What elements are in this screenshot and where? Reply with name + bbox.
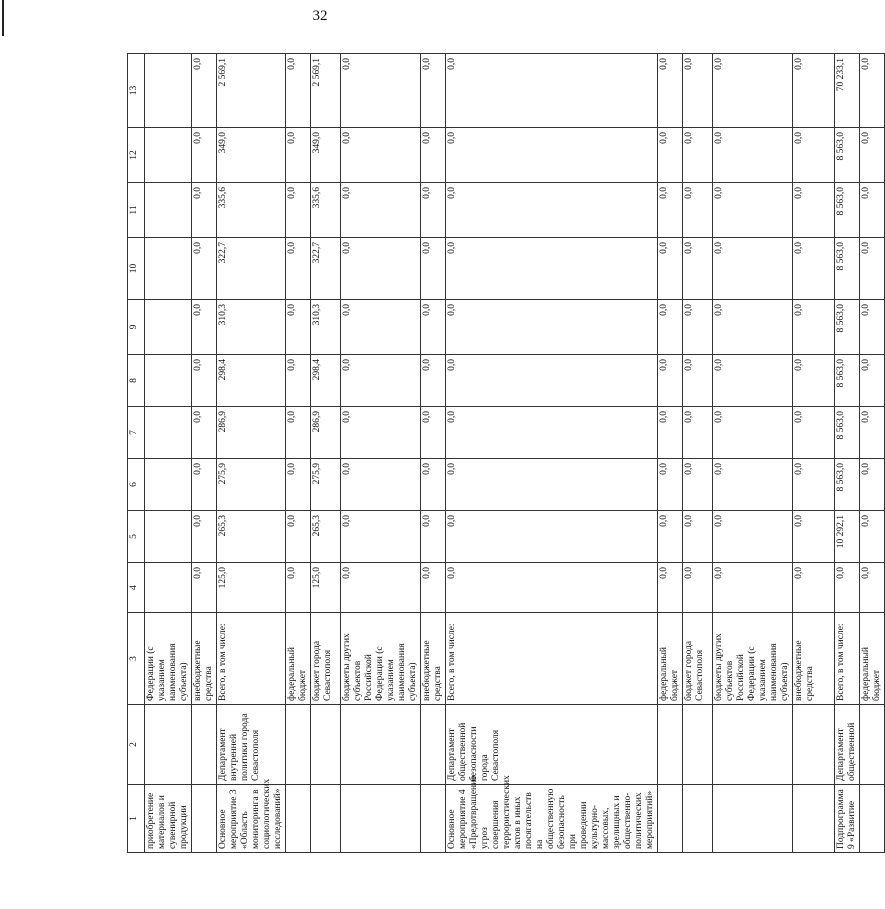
executor-cell: Департамент внутренней политики города Севастополя [217, 705, 286, 785]
value-cell: 335,6 [217, 183, 286, 238]
value-cell: 70 233,1 [835, 54, 860, 128]
executor-cell [145, 705, 192, 785]
activity-name-cell: Подпрограмма 9 «Развитие [835, 785, 860, 853]
value-cell: 0,0 [860, 183, 885, 238]
column-header: 13 [128, 54, 145, 128]
value-cell: 0,0 [860, 54, 885, 128]
value-cell: 0,0 [192, 300, 217, 355]
value-cell: 298,4 [217, 355, 286, 407]
activity-name-cell [713, 785, 793, 853]
value-cell: 0,0 [192, 355, 217, 407]
activity-name-cell: приобретение материалов и сувенирной продукции [145, 785, 192, 853]
table-row [421, 54, 446, 853]
value-cell: 0,0 [341, 238, 421, 300]
value-cell: 0,0 [683, 300, 713, 355]
activity-name-cell [793, 785, 835, 853]
value-cell [145, 54, 192, 128]
executor-cell: Департамент общественной безопасности города Севастополя [446, 705, 658, 785]
table-header-row [128, 54, 145, 853]
value-cell: 125,0 [217, 563, 286, 613]
value-cell: 0,0 [421, 563, 446, 613]
value-cell: 0,0 [713, 563, 793, 613]
value-cell: 2 569,1 [311, 54, 341, 128]
value-cell: 0,0 [341, 128, 421, 183]
column-header: 9 [128, 300, 145, 355]
activity-name-cell [658, 785, 683, 853]
activity-name-cell [341, 785, 421, 853]
value-cell: 0,0 [341, 355, 421, 407]
value-cell: 0,0 [860, 355, 885, 407]
value-cell: 0,0 [421, 300, 446, 355]
table-row [341, 54, 421, 853]
value-cell: 0,0 [713, 511, 793, 563]
column-header: 12 [128, 128, 145, 183]
value-cell: 0,0 [192, 511, 217, 563]
table-row [793, 54, 835, 853]
value-cell [145, 300, 192, 355]
column-header: 7 [128, 407, 145, 459]
table-row [683, 54, 713, 853]
value-cell: 0,0 [192, 54, 217, 128]
value-cell: 0,0 [421, 54, 446, 128]
funding-source-cell: внебюджетные средства [192, 613, 217, 705]
value-cell: 0,0 [286, 128, 311, 183]
value-cell: 0,0 [793, 300, 835, 355]
value-cell: 0,0 [192, 238, 217, 300]
value-cell: 0,0 [860, 128, 885, 183]
value-cell: 0,0 [713, 407, 793, 459]
value-cell: 0,0 [713, 459, 793, 511]
page-number: 32 [312, 8, 328, 24]
value-cell: 10 292,1 [835, 511, 860, 563]
activity-name-cell [311, 785, 341, 853]
value-cell: 0,0 [446, 459, 658, 511]
table-row [286, 54, 311, 853]
activity-name-cell: Основное мероприятие 3 «Область мониторинга в социологических исследований» [217, 785, 286, 853]
value-cell: 125,0 [311, 563, 341, 613]
value-cell: 0,0 [860, 511, 885, 563]
executor-cell [421, 705, 446, 785]
value-cell: 0,0 [683, 183, 713, 238]
column-header: 3 [128, 613, 145, 705]
executor-cell [286, 705, 311, 785]
value-cell: 8 563,0 [835, 238, 860, 300]
value-cell: 275,9 [311, 459, 341, 511]
value-cell: 0,0 [713, 183, 793, 238]
value-cell: 0,0 [446, 563, 658, 613]
value-cell: 310,3 [217, 300, 286, 355]
value-cell: 0,0 [658, 355, 683, 407]
table-row [311, 54, 341, 853]
value-cell: 349,0 [217, 128, 286, 183]
activity-name-cell: Основное мероприятие 4 «Предотвращение угроз совершения террористических актов в иных посягательств на общественную безопасность при проведении культурно-массовых, зрелищных и общественно-политических мероприятий» [446, 785, 658, 853]
value-cell: 0,0 [860, 300, 885, 355]
table-row [835, 54, 860, 853]
value-cell: 0,0 [793, 459, 835, 511]
activity-name-cell [421, 785, 446, 853]
value-cell: 298,4 [311, 355, 341, 407]
value-cell: 0,0 [446, 54, 658, 128]
value-cell: 0,0 [286, 459, 311, 511]
value-cell: 0,0 [683, 54, 713, 128]
value-cell: 0,0 [341, 459, 421, 511]
value-cell: 0,0 [341, 407, 421, 459]
value-cell: 0,0 [341, 183, 421, 238]
funding-source-cell: внебюджетные средства [421, 613, 446, 705]
value-cell: 8 563,0 [835, 459, 860, 511]
value-cell: 0,0 [658, 407, 683, 459]
value-cell: 0,0 [860, 238, 885, 300]
value-cell [145, 459, 192, 511]
value-cell: 265,3 [311, 511, 341, 563]
value-cell: 0,0 [421, 355, 446, 407]
value-cell [145, 238, 192, 300]
column-header: 10 [128, 238, 145, 300]
value-cell: 286,9 [217, 407, 286, 459]
value-cell: 265,3 [217, 511, 286, 563]
value-cell: 0,0 [658, 459, 683, 511]
funding-source-cell: бюджеты других субъектов Российской Федерации (с указанием наименования субъекта) [713, 613, 793, 705]
value-cell: 0,0 [683, 563, 713, 613]
column-header: 4 [128, 563, 145, 613]
value-cell: 0,0 [446, 183, 658, 238]
value-cell: 0,0 [683, 128, 713, 183]
value-cell: 0,0 [658, 54, 683, 128]
value-cell: 310,3 [311, 300, 341, 355]
table-row [860, 54, 885, 853]
executor-cell [683, 705, 713, 785]
funding-source-cell: федеральный бюджет [860, 613, 885, 705]
value-cell: 0,0 [713, 238, 793, 300]
table-row [446, 54, 658, 853]
budget-table [127, 53, 885, 853]
value-cell: 0,0 [421, 238, 446, 300]
value-cell: 0,0 [683, 459, 713, 511]
column-header: 2 [128, 705, 145, 785]
activity-name-cell [286, 785, 311, 853]
value-cell: 0,0 [835, 563, 860, 613]
value-cell: 0,0 [286, 407, 311, 459]
value-cell: 8 563,0 [835, 355, 860, 407]
executor-cell [311, 705, 341, 785]
value-cell: 0,0 [286, 238, 311, 300]
value-cell: 0,0 [341, 300, 421, 355]
value-cell: 0,0 [713, 355, 793, 407]
value-cell: 0,0 [446, 511, 658, 563]
value-cell: 0,0 [658, 238, 683, 300]
value-cell: 0,0 [793, 238, 835, 300]
funding-source-cell: Всего, в том числе: [217, 613, 286, 705]
value-cell: 349,0 [311, 128, 341, 183]
value-cell: 0,0 [286, 511, 311, 563]
value-cell: 0,0 [192, 459, 217, 511]
value-cell: 0,0 [658, 563, 683, 613]
activity-name-cell [860, 785, 885, 853]
value-cell [145, 511, 192, 563]
funding-source-cell: бюджет города Севастополя [311, 613, 341, 705]
executor-cell [793, 705, 835, 785]
value-cell: 0,0 [860, 563, 885, 613]
executor-cell [341, 705, 421, 785]
value-cell: 0,0 [341, 54, 421, 128]
table-row [658, 54, 683, 853]
value-cell: 0,0 [793, 511, 835, 563]
column-header: 11 [128, 183, 145, 238]
value-cell: 0,0 [286, 54, 311, 128]
value-cell: 322,7 [217, 238, 286, 300]
activity-name-cell [683, 785, 713, 853]
value-cell [145, 563, 192, 613]
value-cell: 0,0 [793, 563, 835, 613]
value-cell: 0,0 [286, 563, 311, 613]
value-cell: 0,0 [446, 407, 658, 459]
value-cell: 286,9 [311, 407, 341, 459]
value-cell: 0,0 [793, 128, 835, 183]
value-cell: 0,0 [713, 128, 793, 183]
value-cell: 0,0 [192, 563, 217, 613]
executor-cell [860, 705, 885, 785]
value-cell: 0,0 [793, 355, 835, 407]
value-cell: 0,0 [446, 300, 658, 355]
rotated-table-container [127, 54, 882, 853]
funding-source-cell: бюджеты других субъектов Российской Федерации (с указанием наименования субъекта) [341, 613, 421, 705]
value-cell: 0,0 [421, 407, 446, 459]
funding-source-cell: внебюджетные средства [793, 613, 835, 705]
column-header: 5 [128, 511, 145, 563]
value-cell: 0,0 [683, 355, 713, 407]
value-cell: 0,0 [658, 300, 683, 355]
value-cell: 275,9 [217, 459, 286, 511]
funding-source-cell: Федерации (с указанием наименования субъекта) [145, 613, 192, 705]
column-header: 6 [128, 459, 145, 511]
column-header: 8 [128, 355, 145, 407]
value-cell: 8 563,0 [835, 183, 860, 238]
column-header: 1 [128, 785, 145, 853]
value-cell [145, 407, 192, 459]
value-cell: 0,0 [286, 183, 311, 238]
value-cell: 0,0 [192, 183, 217, 238]
value-cell: 0,0 [658, 183, 683, 238]
funding-source-cell: бюджет города Севастополя [683, 613, 713, 705]
value-cell: 0,0 [713, 54, 793, 128]
activity-name-cell [192, 785, 217, 853]
value-cell: 8 563,0 [835, 407, 860, 459]
value-cell: 0,0 [421, 459, 446, 511]
executor-cell: Департамент общественной [835, 705, 860, 785]
executor-cell [713, 705, 793, 785]
value-cell: 0,0 [192, 407, 217, 459]
value-cell: 0,0 [286, 355, 311, 407]
value-cell: 0,0 [683, 407, 713, 459]
value-cell [145, 128, 192, 183]
value-cell: 0,0 [860, 407, 885, 459]
value-cell: 0,0 [421, 511, 446, 563]
funding-source-cell: Всего, в том числе: [446, 613, 658, 705]
value-cell: 0,0 [658, 128, 683, 183]
value-cell: 0,0 [683, 238, 713, 300]
executor-cell [192, 705, 217, 785]
value-cell: 0,0 [658, 511, 683, 563]
value-cell: 0,0 [341, 511, 421, 563]
value-cell: 0,0 [793, 54, 835, 128]
value-cell: 0,0 [192, 128, 217, 183]
value-cell: 0,0 [683, 511, 713, 563]
value-cell: 0,0 [286, 300, 311, 355]
value-cell: 0,0 [446, 128, 658, 183]
page-edge-mark [2, 0, 4, 36]
value-cell: 0,0 [341, 563, 421, 613]
value-cell: 322,7 [311, 238, 341, 300]
value-cell: 8 563,0 [835, 300, 860, 355]
value-cell: 0,0 [793, 407, 835, 459]
value-cell: 0,0 [446, 355, 658, 407]
funding-source-cell: федеральный бюджет [286, 613, 311, 705]
table-row [145, 54, 192, 853]
value-cell [145, 355, 192, 407]
value-cell: 0,0 [421, 183, 446, 238]
value-cell: 0,0 [793, 183, 835, 238]
value-cell: 0,0 [713, 300, 793, 355]
value-cell: 8 563,0 [835, 128, 860, 183]
value-cell: 2 569,1 [217, 54, 286, 128]
funding-source-cell: федеральный бюджет [658, 613, 683, 705]
table-row [713, 54, 793, 853]
table-row [217, 54, 286, 853]
funding-source-cell: Всего, в том числе: [835, 613, 860, 705]
value-cell: 0,0 [421, 128, 446, 183]
value-cell: 0,0 [446, 238, 658, 300]
table-row [192, 54, 217, 853]
value-cell [145, 183, 192, 238]
value-cell: 0,0 [860, 459, 885, 511]
value-cell: 335,6 [311, 183, 341, 238]
executor-cell [658, 705, 683, 785]
